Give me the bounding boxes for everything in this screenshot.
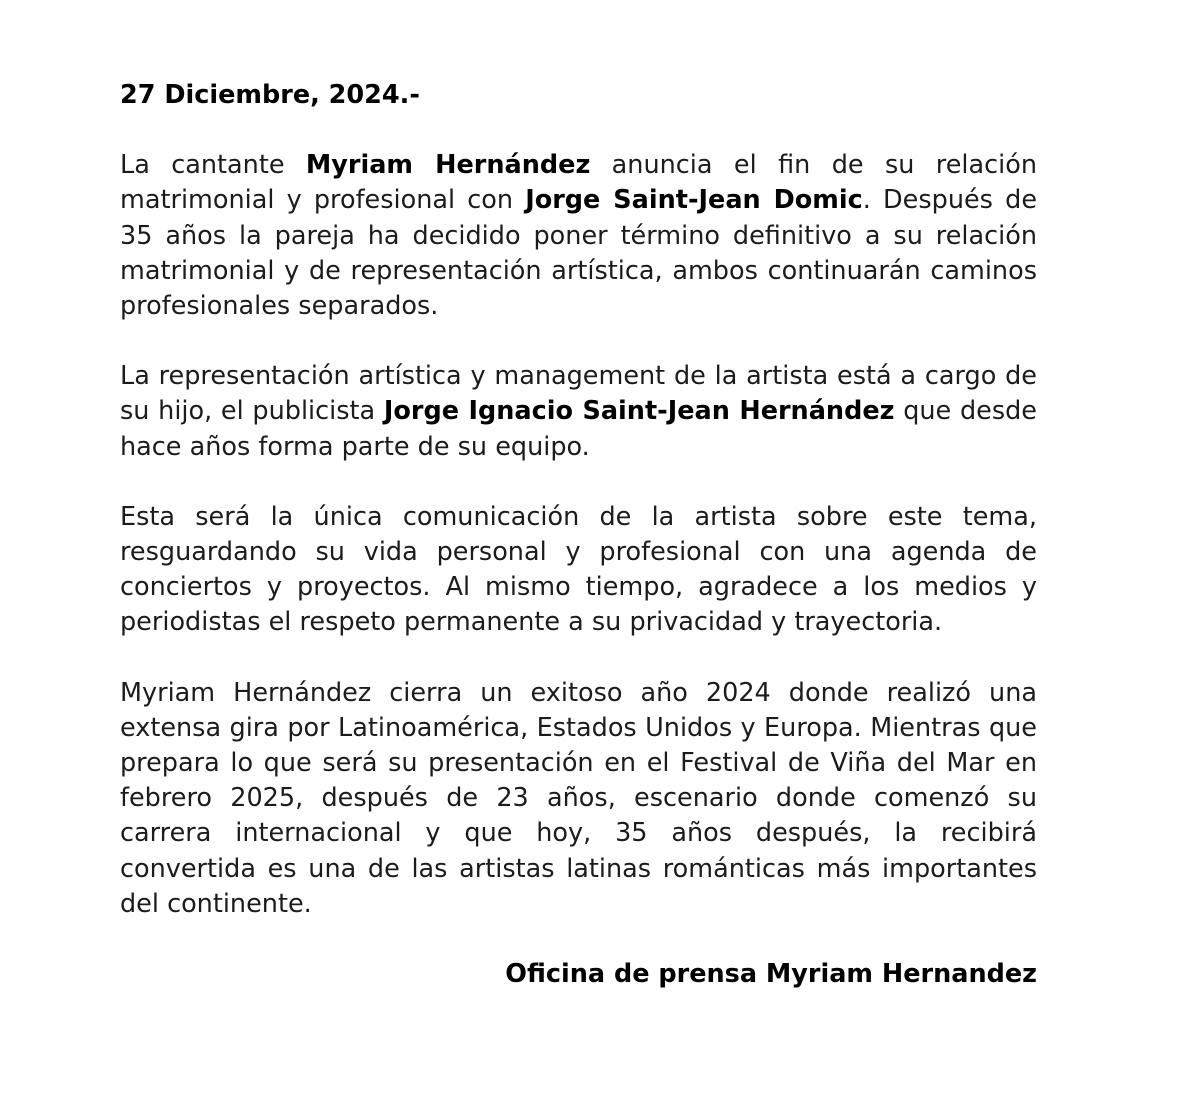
text-run: anuncia el fin de su relación matrimonial y profesional con [120, 150, 1037, 216]
text-run: que desde hace años forma parte de su equipo. [120, 396, 1037, 462]
paragraph-management [120, 359, 1037, 465]
manager-name: Jorge Ignacio Saint-Jean Hernández [383, 396, 895, 427]
text-run: . Después de 35 años la pareja ha decidido poner término definitivo a su relación matrimonial y de representación artística, ambos continuarán caminos profesionales separados. [120, 185, 1038, 322]
paragraph-career: Myriam Hernández cierra un exitoso año 2024 donde realizó una extensa gira por Latinoamérica, Estados Unidos y Europa. Mientras que prepara lo que será su presentación en el Festival de Viña del Mar en febrero 2025, después de 23 años, escenario donde comenzó su carrera internacional y que hoy, 35 años después, la recibirá convertida es una de las artistas latinas románticas más importantes del continente. [120, 677, 1037, 919]
text-run: La representación artística y management de la artista está a cargo de su hijo, el publicista [120, 361, 1037, 427]
former-partner-name: Jorge Saint-Jean Domic [525, 185, 863, 216]
paragraph-announcement [120, 148, 1037, 324]
release-date: 27 Diciembre, 2024.- [120, 80, 420, 110]
artist-name: Myriam Hernández [305, 150, 591, 181]
paragraph-privacy: Esta será la única comunicación de la artista sobre este tema, resguardando su vida personal y profesional con una agenda de conciertos y proyectos. Al mismo tiempo, agradece a los medios y periodistas el respeto permanente a su privacidad y trayectoria. [120, 501, 1037, 638]
press-release [120, 78, 1037, 1018]
signature: Oficina de prensa Myriam Hernandez [505, 959, 1037, 990]
text-run: La cantante [120, 150, 306, 181]
